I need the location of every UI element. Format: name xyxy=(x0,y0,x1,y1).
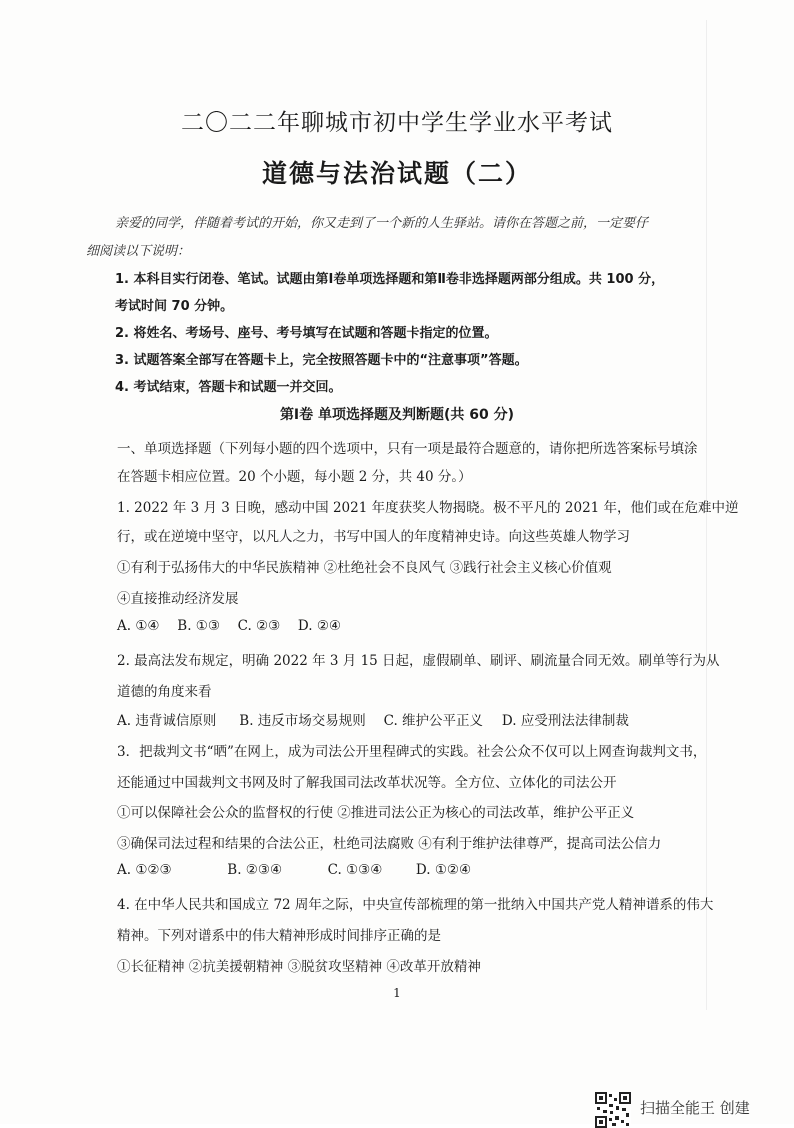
instruction-2: 2. 将姓名、考场号、座号、考号填写在试题和答题卡指定的位置。 xyxy=(115,326,498,341)
q3-option-d: D. ①②④ xyxy=(415,862,472,878)
qr-code-icon xyxy=(595,1092,631,1128)
q2-option-b: B. 违反市场交易规则 xyxy=(239,713,366,729)
q3-option-c: C. ①③④ xyxy=(327,862,383,878)
q1-statements-line-2: ④直接推动经济发展 xyxy=(117,591,239,607)
q3-option-b: B. ②③④ xyxy=(227,862,283,878)
instruction-4: 4. 考试结束，答题卡和试题一并交回。 xyxy=(115,380,342,395)
instruction-1b: 考试时间 70 分钟。 xyxy=(115,299,234,314)
scanner-brand-text: 扫描全能王 创建 xyxy=(640,1099,750,1117)
q4-stem-line-2: 精神。下列对谱系中的伟大精神形成时间排序正确的是 xyxy=(117,928,441,944)
q2-stem-line-1: 2. 最高法发布规定，明确 2022 年 3 月 15 日起，虚假刷单、刷评、刷流量合同无效。刷单等行为从 xyxy=(117,653,720,669)
exam-subtitle: 道德与法治试题（二） xyxy=(261,159,532,188)
q1-option-d: D. ②④ xyxy=(297,618,342,634)
q3-stem-line-2: 还能通过中国裁判文书网及时了解我国司法改革状况等。全方位、立体化的司法公开 xyxy=(117,775,617,791)
q1-statements-line-1: ①有利于弘扬伟大的中华民族精神 ②杜绝社会不良风气 ③践行社会主义核心价值观 xyxy=(117,560,612,576)
instruction-3: 3. 试题答案全部写在答题卡上，完全按照答题卡中的“注意事项”答题。 xyxy=(115,353,528,368)
q2-options xyxy=(117,709,629,729)
page-number: 1 xyxy=(393,986,401,1000)
q1-stem-line-1: 1. 2022 年 3 月 3 日晚，感动中国 2021 年度获奖人物揭晓。极不平凡的 2021 年，他们或在危难中逆 xyxy=(117,500,739,516)
q2-option-a: A. 违背诚信原则 xyxy=(117,713,217,729)
q3-options xyxy=(117,862,471,878)
section-heading: 第Ⅰ卷 单项选择题及判断题(共 60 分) xyxy=(279,407,515,423)
exam-title: 二〇二二年聊城市初中学生学业水平考试 xyxy=(181,110,613,136)
q1-option-a: A. ①④ xyxy=(117,618,160,634)
intro-line-2: 细阅读以下说明： xyxy=(86,244,191,259)
q1-option-c: C. ②③ xyxy=(237,618,281,634)
part1-instruction-line-2: 在答题卡相应位置。20 个小题，每小题 2 分，共 40 分。） xyxy=(117,469,472,485)
q4-statements: ①长征精神 ②抗美援朝精神 ③脱贫攻坚精神 ④改革开放精神 xyxy=(117,959,481,975)
q2-option-c: C. 维护公平正义 xyxy=(383,713,484,729)
q1-option-b: B. ①③ xyxy=(177,618,221,634)
q2-option-d: D. 应受刑法法律制裁 xyxy=(501,713,629,729)
q3-statements-line-1: ①可以保障社会公众的监督权的行使 ②推进司法公正为核心的司法改革，维护公平正义 xyxy=(117,805,635,821)
q3-statements-line-2: ③确保司法过程和结果的合法公正，杜绝司法腐败 ④有利于维护法律尊严，提高司法公信力 xyxy=(117,836,662,852)
part1-instruction-line-1: 一、单项选择题（下列每小题的四个选项中，只有一项是最符合题意的，请你把所选答案标号填涂 xyxy=(117,441,698,457)
q1-stem-line-2: 行，或在逆境中坚守，以凡人之力，书写中国人的年度精神史诗。向这些英雄人物学习 xyxy=(117,529,630,545)
q1-options xyxy=(117,618,341,634)
q2-stem-line-2: 道德的角度来看 xyxy=(117,684,212,700)
q3-stem-line-1: 3．把裁判文书“晒”在网上，成为司法公开里程碑式的实践。社会公众不仅可以上网查询裁判文书， xyxy=(117,744,707,760)
instruction-1a: 1. 本科目实行闭卷、笔试。试题由第Ⅰ卷单项选择题和第Ⅱ卷非选择题两部分组成。共 100 分， xyxy=(115,272,665,287)
q4-stem-line-1: 4. 在中华人民共和国成立 72 周年之际，中央宣传部梳理的第一批纳入中国共产党人精神谱系的伟大 xyxy=(117,897,714,913)
intro-line-1: 亲爱的同学，伴随着考试的开始，你又走到了一个新的人生驿站。请你在答题之前，一定要仔 xyxy=(115,216,649,231)
q3-option-a: A. ①②③ xyxy=(117,862,172,878)
